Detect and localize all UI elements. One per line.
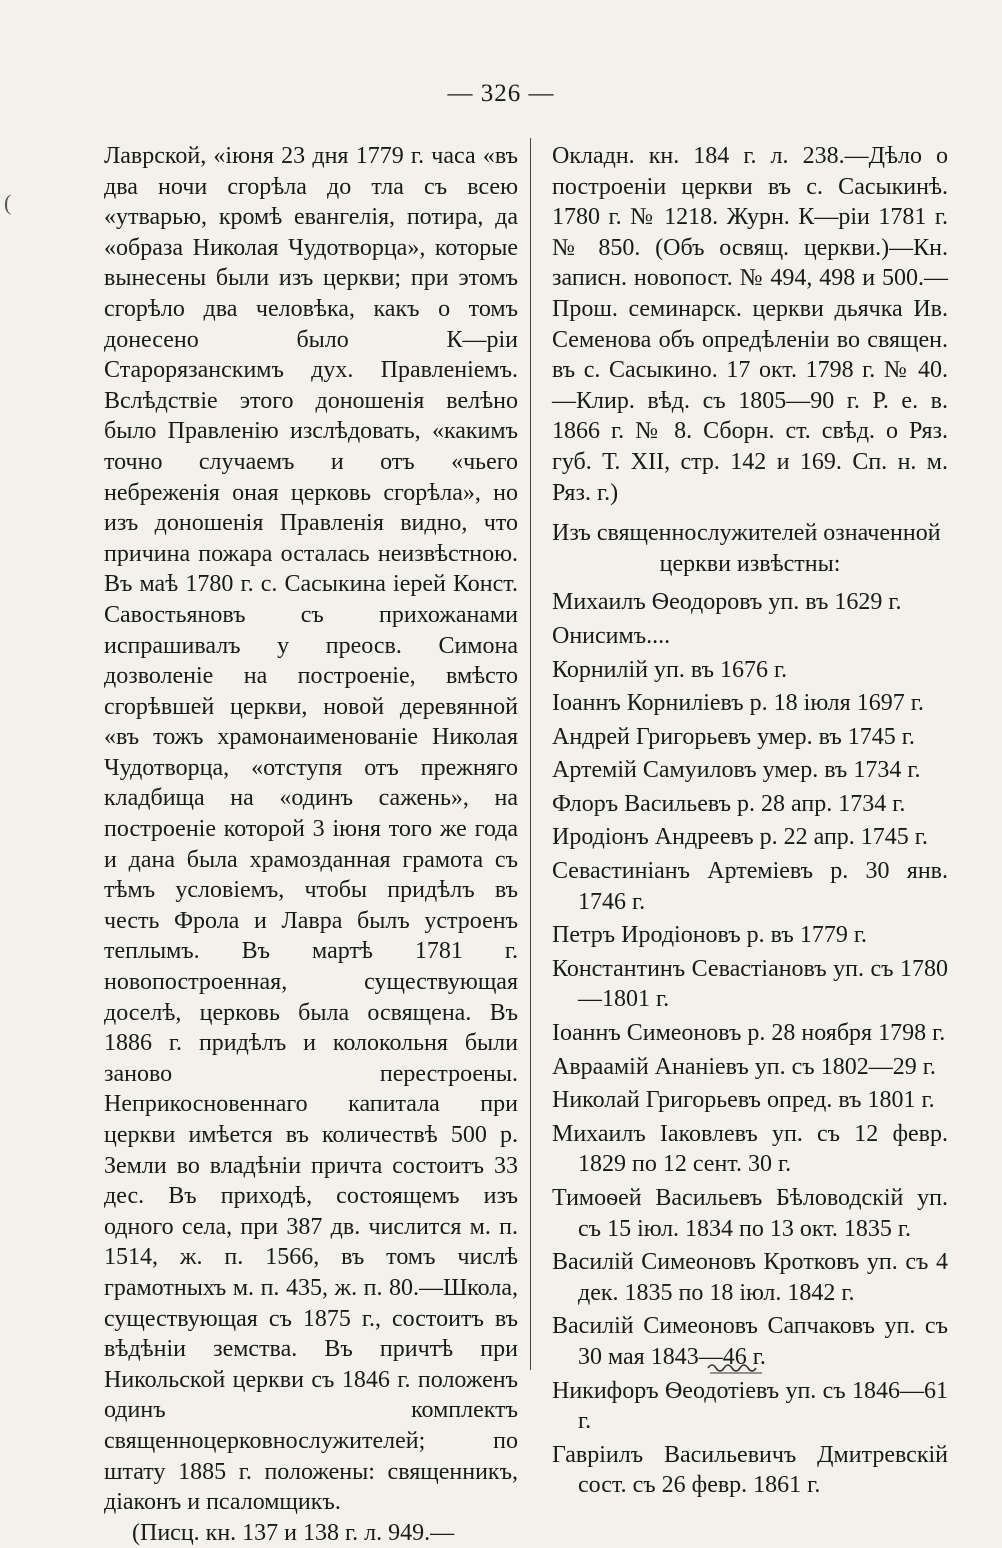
right-column: [552, 141, 948, 1504]
clergy-entry: Андрей Григорьевъ умер. въ 1745 г.: [552, 723, 915, 750]
clergy-entry: Іоаннъ Симеоновъ р. 28 ноября 1798 г.: [552, 1020, 946, 1047]
clergy-entry: Никифоръ Ѳеодотіевъ уп. съ 1846—61 г.: [552, 1377, 948, 1435]
clergy-entry: Севастиніанъ Артеміевъ р. 30 янв. 1746 г.: [552, 858, 948, 915]
clergy-entry: Гавріилъ Васильевичъ Дмитревскій сост. съ 26 февр. 1861 г.: [552, 1441, 948, 1499]
page-number: — 326 —: [447, 80, 555, 107]
clergy-entry: Петръ Иродіоновъ р. въ 1779 г.: [552, 922, 867, 949]
clergy-entry: Николай Григорьевъ опред. въ 1801 г.: [552, 1087, 935, 1114]
clergy-entry: Флоръ Васильевъ р. 28 апр. 1734 г.: [552, 790, 906, 817]
clergy-entry: Онисимъ....: [552, 622, 671, 649]
clergy-entry: Василій Симеоновъ Кротковъ уп. съ 4 дек. 1835 по 18 іюл. 1842 г.: [552, 1249, 948, 1306]
clergy-entry: Тимоѳей Васильевъ Бѣловодскій уп. съ 15 іюл. 1834 по 13 окт. 1835 г.: [552, 1185, 948, 1242]
clergy-entry: Корнилій уп. въ 1676 г.: [552, 656, 788, 683]
clergy-list-heading: Изъ священнослужителей означенной: [552, 520, 941, 547]
clergy-entry: Михаилъ Ѳеодоровъ уп. въ 1629 г.: [552, 589, 902, 616]
clergy-entry: Иродіонъ Андреевъ р. 22 апр. 1745 г.: [552, 824, 928, 851]
clergy-entry: Михаилъ Іаковлевъ уп. съ 12 февр. 1829 по 12 сент. 30 г.: [552, 1120, 948, 1178]
clergy-entry: Іоаннъ Корниліевъ р. 18 іюля 1697 г.: [552, 690, 924, 717]
paragraph-sources-continued: Окладн. кн. 184 г. л. 238.—Дѣло о построеніи церкви въ с. Сасыкинѣ. 1780 г. № 1218. Журн. К—ріи 1781 г. № 850. (Объ освящ. церкви.)—Кн. записн. новопост. № 494, 498 и 500.—Прош. семинарск. церкви дьячка Ив. Семенова объ опредѣленіи во священ. въ с. Сасыкино. 17 окт. 1798 г. № 40.—Клир. вѣд. съ 1805—90 г. Р. е. в. 1866 г. № 8. Сборн. ст. свѣд. о Ряз. губ. Т. XII, стр. 142 и 169. Сп. н. м. Ряз. г.): [552, 143, 948, 506]
paragraph-sources-start: (Писц. кн. 137 и 138 г. л. 949.—: [132, 1519, 455, 1546]
left-column: [104, 141, 518, 1548]
clergy-entry: Артемій Самуиловъ умер. въ 1734 г.: [552, 757, 921, 784]
column-divider: [530, 138, 531, 1370]
end-ornament-icon: [706, 1361, 766, 1375]
clergy-entry: Василій Симеоновъ Сапчаковъ уп. съ 30 мая 1843—46 г.: [552, 1313, 948, 1370]
clergy-entry: Авраамій Ананіевъ уп. съ 1802—29 г.: [552, 1053, 936, 1080]
clergy-list-heading-continued: церкви извѣстны:: [659, 550, 841, 577]
margin-pencil-mark: (: [4, 190, 12, 215]
clergy-entry: Константинъ Севастіановъ уп. съ 1780—1801 г.: [552, 955, 948, 1013]
paragraph-church-history: Лаврской, «іюня 23 дня 1779 г. часа «въ два ночи сгорѣла до тла съ всею «утварью, кромѣ евангелія, потира, да «образа Николая Чудотворца», которые вынесены были изъ церкви; при этомъ сгорѣло два человѣка, какъ о томъ донесено было К—ріи Старорязанскимъ дух. Правленіемъ. Вслѣдствіе этого доношенія велѣно было Правленію изслѣдовать, «какимъ точно случаемъ и отъ «чьего небреженія оная церковь сгорѣла», но изъ доношенія Правленія видно, что причина пожара осталась неизвѣстною. Въ маѣ 1780 г. с. Сасыкина іерей Конст. Савостьяновъ съ прихожанами испрашивалъ у преосв. Симона дозволеніе на построеніе, вмѣсто сгорѣвшей церкви, новой деревянной «въ тожъ храмонаименованіе Николая Чудотворца, «отступя отъ прежняго кладбища на «одинъ сажень», на построеніе которой 3 іюня того же года и дана была храмозданная грамота съ тѣмъ условіемъ, чтобы придѣлъ въ честь Фрола и Лавра былъ устроенъ теплымъ. Въ мартѣ 1781 г. новопостроенная, существующая доселѣ, церковь была освящена. Въ 1886 г. придѣлъ и колокольня были заново перестроены. Неприкосновеннаго капитала при церкви имѣется въ количествѣ 500 р. Земли во владѣніи причта состоитъ 33 дес. Въ приходѣ, состоящемъ изъ одного села, при 387 дв. числится м. п. 1514, ж. п. 1566, въ томъ числѣ грамотныхъ м. п. 435, ж. п. 80.—Школа, существующая съ 1875 г., состоитъ въ вѣдѣніи земства. Въ причтѣ при Никольской церкви съ 1846 г. положенъ одинъ комплектъ священноцерковнослужителей; по штату 1885 г. положены: священникъ, діаконъ и псаломщикъ.: [104, 143, 518, 1516]
